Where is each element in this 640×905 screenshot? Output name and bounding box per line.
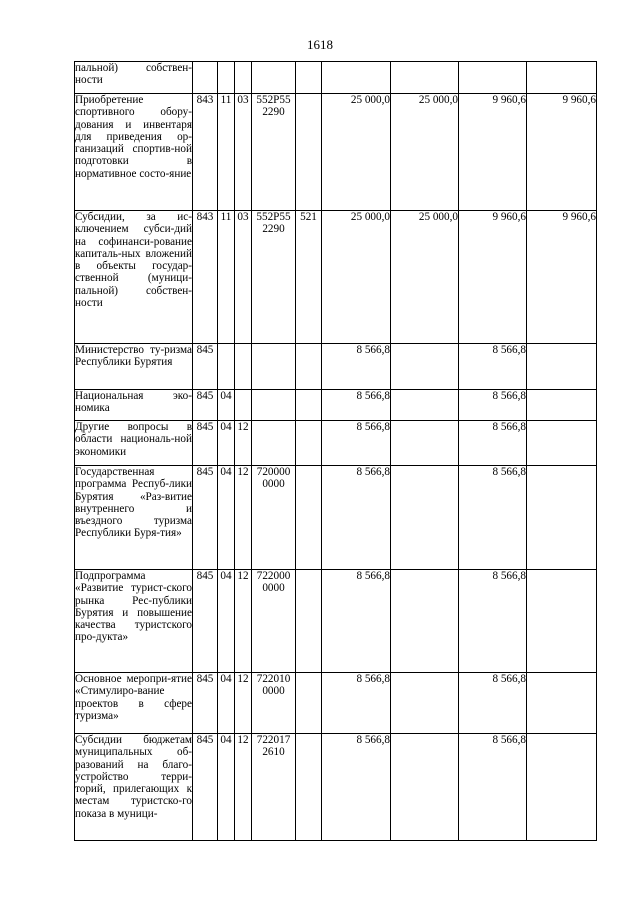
section-code-cell: [218, 62, 235, 94]
target-code-cell: 552P55 2290: [252, 211, 296, 344]
table-row: [75, 211, 597, 344]
amount-cell-1: 8 566,8: [322, 421, 391, 466]
target-code-cell: [252, 62, 296, 94]
amount-cell-4: [527, 344, 597, 390]
table-row: [75, 390, 597, 421]
subsection-code-cell: 03: [235, 94, 252, 211]
amount-cell-4: [527, 62, 597, 94]
amount-cell-1: 8 566,8: [322, 466, 391, 570]
target-code-cell: [252, 421, 296, 466]
section-code-cell: 11: [218, 94, 235, 211]
row-name-cell: Государственная программа Респуб-лики Бурятия «Раз-витие внутреннего и въездного туризма Республики Буря-тия»: [75, 466, 193, 570]
table-row: [75, 466, 597, 570]
table-row: [75, 421, 597, 466]
section-code-cell: 04: [218, 421, 235, 466]
amount-cell-1: 8 566,8: [322, 570, 391, 673]
amount-cell-3: 8 566,8: [459, 421, 527, 466]
amount-cell-3: [459, 62, 527, 94]
row-name-cell: Другие вопросы в области националь-ной экономики: [75, 421, 193, 466]
expense-type-cell: [296, 421, 322, 466]
target-code-cell: 722010 0000: [252, 673, 296, 734]
expense-type-cell: [296, 570, 322, 673]
amount-cell-3: 8 566,8: [459, 390, 527, 421]
section-code-cell: 04: [218, 570, 235, 673]
section-code-cell: 04: [218, 390, 235, 421]
amount-cell-4: [527, 734, 597, 841]
amount-cell-4: [527, 570, 597, 673]
target-code-cell: 720000 0000: [252, 466, 296, 570]
amount-cell-2: [391, 673, 459, 734]
budget-table: [74, 61, 597, 841]
expense-type-cell: [296, 390, 322, 421]
ministry-code-cell: 845: [193, 466, 218, 570]
amount-cell-4: [527, 466, 597, 570]
table-row: [75, 673, 597, 734]
row-name-cell: Субсидии, за ис-ключением субси-дий на софинанси-рование капиталь-ных вложений в объекты государ-ственной (муници-пальной) собствен-ности: [75, 211, 193, 344]
amount-cell-2: [391, 421, 459, 466]
expense-type-cell: [296, 673, 322, 734]
subsection-code-cell: 03: [235, 211, 252, 344]
amount-cell-4: [527, 421, 597, 466]
expense-type-cell: [296, 344, 322, 390]
subsection-code-cell: 12: [235, 421, 252, 466]
table-row: [75, 570, 597, 673]
amount-cell-1: 8 566,8: [322, 344, 391, 390]
amount-cell-3: 8 566,8: [459, 466, 527, 570]
amount-cell-1: 8 566,8: [322, 390, 391, 421]
ministry-code-cell: 845: [193, 390, 218, 421]
table-row: [75, 734, 597, 841]
row-name-cell: Субсидии бюджетам муниципальных об-разований на благо-устройство терри-торий, прилегающих к местам туристско-го показа в муници-: [75, 734, 193, 841]
amount-cell-2: 25 000,0: [391, 94, 459, 211]
subsection-code-cell: [235, 390, 252, 421]
expense-type-cell: [296, 734, 322, 841]
target-code-cell: [252, 344, 296, 390]
ministry-code-cell: 843: [193, 94, 218, 211]
ministry-code-cell: 845: [193, 421, 218, 466]
target-code-cell: [252, 390, 296, 421]
amount-cell-2: [391, 734, 459, 841]
table-row: [75, 94, 597, 211]
amount-cell-3: 8 566,8: [459, 673, 527, 734]
amount-cell-1: 25 000,0: [322, 211, 391, 344]
subsection-code-cell: 12: [235, 466, 252, 570]
ministry-code-cell: [193, 62, 218, 94]
row-name-cell: Подпрограмма «Развитие турист-ского рынка Рес-публики Бурятия и повышение качества туристского про-дукта»: [75, 570, 193, 673]
section-code-cell: 04: [218, 466, 235, 570]
row-name-cell: Министерство ту-ризма Республики Бурятия: [75, 344, 193, 390]
amount-cell-1: [322, 62, 391, 94]
subsection-code-cell: 12: [235, 673, 252, 734]
amount-cell-4: [527, 673, 597, 734]
amount-cell-4: 9 960,6: [527, 211, 597, 344]
row-name-cell: пальной) собствен-ности: [75, 62, 193, 94]
expense-type-cell: [296, 466, 322, 570]
subsection-code-cell: 12: [235, 570, 252, 673]
amount-cell-4: 9 960,6: [527, 94, 597, 211]
amount-cell-2: 25 000,0: [391, 211, 459, 344]
table-body: [75, 62, 597, 841]
amount-cell-3: 8 566,8: [459, 734, 527, 841]
ministry-code-cell: 845: [193, 673, 218, 734]
section-code-cell: 04: [218, 673, 235, 734]
subsection-code-cell: 12: [235, 734, 252, 841]
table-row: [75, 62, 597, 94]
target-code-cell: 552P55 2290: [252, 94, 296, 211]
expense-type-cell: [296, 94, 322, 211]
section-code-cell: [218, 344, 235, 390]
row-name-cell: Национальная эко-номика: [75, 390, 193, 421]
target-code-cell: 722017 2610: [252, 734, 296, 841]
table-row: [75, 344, 597, 390]
amount-cell-1: 8 566,8: [322, 673, 391, 734]
row-name-cell: Приобретение спортивного обору-дования и инвентаря для приведения ор-ганизаций спортив-ной подготовки в нормативное состо-яние: [75, 94, 193, 211]
amount-cell-2: [391, 62, 459, 94]
amount-cell-3: 8 566,8: [459, 570, 527, 673]
target-code-cell: 722000 0000: [252, 570, 296, 673]
amount-cell-2: [391, 570, 459, 673]
ministry-code-cell: 843: [193, 211, 218, 344]
ministry-code-cell: 845: [193, 734, 218, 841]
ministry-code-cell: 845: [193, 344, 218, 390]
expense-type-cell: 521: [296, 211, 322, 344]
amount-cell-3: 8 566,8: [459, 344, 527, 390]
amount-cell-3: 9 960,6: [459, 94, 527, 211]
amount-cell-2: [391, 344, 459, 390]
row-name-cell: Основное меропри-ятие «Стимулиро-вание проектов в сфере туризма»: [75, 673, 193, 734]
ministry-code-cell: 845: [193, 570, 218, 673]
amount-cell-2: [391, 390, 459, 421]
subsection-code-cell: [235, 344, 252, 390]
subsection-code-cell: [235, 62, 252, 94]
amount-cell-4: [527, 390, 597, 421]
expense-type-cell: [296, 62, 322, 94]
amount-cell-3: 9 960,6: [459, 211, 527, 344]
amount-cell-1: 8 566,8: [322, 734, 391, 841]
section-code-cell: 04: [218, 734, 235, 841]
section-code-cell: 11: [218, 211, 235, 344]
page-number: 1618: [307, 37, 333, 52]
amount-cell-1: 25 000,0: [322, 94, 391, 211]
amount-cell-2: [391, 466, 459, 570]
